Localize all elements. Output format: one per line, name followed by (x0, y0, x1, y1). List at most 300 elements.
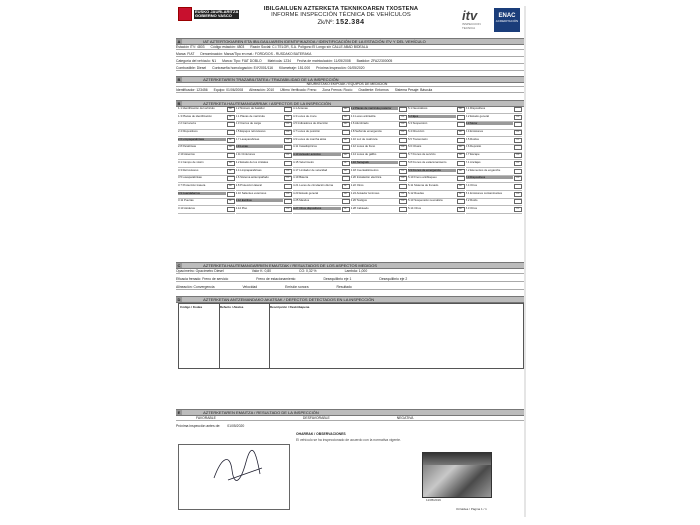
section-a-bar (176, 38, 524, 45)
equipment-field: Zona Frenos: Rocío (322, 88, 353, 92)
number-value: 152.384 (335, 19, 365, 26)
inspection-item-code: DF (457, 130, 465, 135)
inspection-item-code: DL (514, 207, 522, 212)
observations-title (296, 432, 516, 436)
inspection-item-code (227, 153, 235, 158)
inspection-item-label: 3.9 Guardabarros (178, 192, 226, 195)
inspection-item-label: 4.10 Luz de matrícula (350, 137, 378, 141)
inspection-item-code: DF (514, 192, 522, 197)
inspection-item-label: 4.11 Catadióptricos (293, 145, 317, 149)
inspection-item (466, 115, 523, 122)
obs-title: OHARRAK / OBSERVACIONES (296, 432, 346, 436)
inspection-item (466, 122, 523, 129)
inspection-item-label: 1.3 Placas de identificación (178, 114, 212, 118)
inspection-item (466, 107, 523, 114)
inspection-item (293, 153, 350, 160)
inspection-item (466, 199, 523, 206)
inspection-item-label: 4.3 Luces de cruce (293, 114, 317, 118)
inspection-item (178, 145, 235, 152)
inspection-item (178, 138, 235, 145)
inspection-item-code (399, 207, 407, 212)
section-a-letter: A (177, 39, 181, 44)
inspection-item-code: DF (399, 145, 407, 150)
inspection-item-label: 4.18 Cuentakilómetros (350, 168, 379, 172)
itv-logo (462, 9, 488, 31)
section-a-title: IAT AZTERTOKIAREN ETA IBILGAILUAREN IDENTIFIKAZIOA / IDENTIFICACIÓN DE LA ESTACIÓN ITV Y DEL VEHÍCULO (203, 39, 426, 44)
defects-col-desc-head: Descripción / Deskribapena (270, 305, 310, 309)
inspection-item (408, 161, 465, 168)
inspection-item-code: DL (284, 122, 292, 127)
inspection-item-code: DL (284, 153, 292, 158)
inspection-item-label: 4.6 Alumbrado (350, 122, 369, 126)
inspection-item-label: 4.2 Placas de matrícula posterior (351, 107, 399, 110)
section-a-field: Bastidor: ZFA22300005 (356, 59, 393, 63)
observations-text (296, 438, 516, 442)
section-b-letter: B (177, 77, 181, 82)
inspection-item (408, 184, 465, 191)
inspection-item-code (457, 115, 465, 120)
inspection-item-label: 3.5 Lavaparabrisas (178, 176, 202, 180)
inspection-item-code: DL (284, 176, 292, 181)
section-c-letter: C (177, 263, 181, 268)
inspection-item (408, 176, 465, 183)
measurement-field: Emisión sonora (285, 285, 309, 289)
inspection-item-code (284, 107, 292, 112)
inspection-item-code: DF (227, 145, 235, 150)
inspection-item-label: 2.6 Limpiaparabrisas (178, 138, 226, 141)
inspection-item-label: 6.3 Motor (466, 122, 514, 125)
inspection-item-label: 2.1 Placas de matrícula (235, 114, 265, 118)
inspection-item-label: 3.10 Salientes exteriores (235, 191, 267, 195)
enac-sub: ACREDITACIÓN (495, 19, 519, 23)
report-number (256, 19, 426, 26)
inspection-item (351, 138, 408, 145)
inspection-item (351, 207, 408, 214)
inspection-item (236, 145, 293, 152)
inspection-item-code (227, 130, 235, 135)
inspection-item (351, 192, 408, 199)
section-a-field: Matrícula: 1234 (267, 59, 291, 63)
result-desfavorable: DESFAVORABLE (302, 416, 330, 420)
inspection-item (351, 115, 408, 122)
inspection-item (178, 176, 235, 183)
measurement-field: Valor K: 0,80 (251, 269, 272, 273)
inspection-item (408, 207, 465, 214)
inspection-item (178, 169, 235, 176)
inspection-item-label: 5.2 Ejes (408, 115, 456, 118)
inspection-item-label: 4.4 Luces antiniebla (350, 114, 376, 118)
inspection-item-label: 4.25 Mandos (293, 199, 310, 203)
inspection-item (351, 107, 408, 114)
report-title (256, 6, 426, 26)
inspection-item (408, 115, 465, 122)
inspection-item-label: 4.14 Luces de gálibo (350, 153, 377, 157)
measurement-field: Eficacia frenado: Freno de servicio (176, 277, 229, 281)
inspection-item-label: 2.5 Espejos retrovisores (235, 130, 266, 134)
inspection-item (293, 161, 350, 168)
inspection-item-code: DL (399, 115, 407, 120)
section-b-sub: NEURKETAKO EKIPOAK / EQUIPOS DE MEDICIÓN (306, 82, 388, 86)
inspection-item (178, 107, 235, 114)
inspection-item-label: 3.4 Limpiaparabrisas (235, 168, 262, 172)
section-a-row (176, 52, 524, 57)
inspection-item-label: 5.8 Frenos de estacionamiento (408, 160, 447, 164)
result-negativa: NEGATIVA (396, 416, 414, 420)
inspection-item-code (284, 145, 292, 150)
inspection-item (236, 207, 293, 214)
inspection-item-label: 5.13 Suspensión neumática (408, 199, 443, 203)
inspection-item-code: DF (342, 115, 350, 120)
inspection-item (236, 169, 293, 176)
inspection-item-label: 6.7 Escape (465, 153, 480, 157)
inspection-item (293, 145, 350, 152)
inspection-item (466, 130, 523, 137)
report-date: 11/05/2019 (426, 498, 441, 502)
section-a-field: Próxima Inspección: 01/05/2020 (316, 66, 365, 70)
inspection-item-code: DF (342, 192, 350, 197)
section-e-bar (176, 409, 524, 416)
inspection-item (293, 199, 350, 206)
inspection-item (178, 161, 235, 168)
inspection-item-label: 5.7 Frenos de servicio (408, 153, 436, 157)
inspection-item-code (284, 161, 292, 166)
inspection-item-label: 1.2 Número de bastidor (235, 107, 265, 110)
inspection-item-label: 5.4 Dirección (408, 130, 425, 134)
inspection-item-code: DF (284, 138, 292, 143)
inspection-item-label: 4.27 Otros dispositivos (293, 207, 341, 210)
inspection-item (408, 122, 465, 129)
inspection-item (466, 161, 523, 168)
inspection-item (408, 130, 465, 137)
gobierno-vasco-logo (178, 7, 248, 21)
inspection-item-code: DF (399, 176, 407, 181)
inspection-item-code (514, 122, 522, 127)
inspection-item-code (399, 161, 407, 166)
inspection-item-label: 4.21 Luces de circulación diurna (293, 183, 334, 187)
inspection-item-label: 7.2 Elementos de enganche (465, 168, 501, 172)
inspection-item-label: 4.24 Avisador luminoso (350, 191, 380, 195)
inspection-item (351, 176, 408, 183)
section-e-title: AZTERKETAREN EMAITZA / RESULTADO DE LA INSPECCIÓN (203, 410, 319, 415)
inspection-item-label: 4.1 Antenas (293, 107, 308, 110)
section-bb-letter: B (177, 101, 181, 106)
measurement-field: Freno de estacionamiento (256, 277, 296, 281)
inspection-item-code: DL (227, 115, 235, 120)
inspection-item (351, 145, 408, 152)
inspection-item (178, 153, 235, 160)
equipment-field: Último Verificado: Freno (280, 88, 317, 92)
measurement-field: Velocidad (242, 285, 258, 289)
inspection-item (351, 169, 408, 176)
defects-col-desc (269, 304, 522, 368)
equipment-field: Identificador: 123456 (176, 88, 208, 92)
inspection-item-code: DF (399, 122, 407, 127)
inspection-item-code: DL (399, 130, 407, 135)
inspection-item (293, 192, 350, 199)
measurement-field: Opacímetro: Opacímetro Diesel (176, 269, 224, 273)
inspection-item-label: 3.3 Retrovisores (178, 168, 199, 172)
inspection-item-code: DF (342, 107, 350, 112)
inspection-item-code (284, 199, 292, 204)
inspection-item-code: DF (457, 184, 465, 189)
section-a-row (176, 66, 524, 71)
number-label: Zk/Nº: (317, 20, 335, 26)
inspection-item-code: DF (457, 207, 465, 212)
inspection-item-code (457, 122, 465, 127)
inspection-item-label: 4.26 Testigos (350, 199, 367, 203)
section-c-row (176, 285, 524, 290)
inspection-item-label: 7.3 Dispositivos (466, 176, 514, 179)
inspection-item (236, 192, 293, 199)
inspection-item-label: 3.6 Sistema antiempañado (235, 176, 269, 180)
defects-col-code (179, 304, 220, 368)
inspection-item-code: DL (284, 115, 292, 120)
inspection-item-code (227, 207, 235, 212)
inspection-item-label: 8.3 Otros (465, 206, 478, 210)
inspection-item-label: 4.17 Limitador de velocidad (293, 168, 328, 172)
inspection-item-label: 4.16 Tacógrafo (351, 161, 399, 164)
inspection-item (178, 184, 235, 191)
equipment-field: Sistema Pesaje: Báscula (394, 88, 433, 92)
inspection-item (466, 207, 523, 214)
inspection-item-label: 3.11 Puertas (178, 199, 194, 203)
next-inspection-value: 01/05/2020 (227, 424, 245, 428)
inspection-item-label: 5.1 Neumáticos (408, 107, 428, 110)
equipment-field: Equipo: 01/06/2008 (213, 88, 244, 92)
inspection-item-code (399, 107, 407, 112)
inspection-item (178, 207, 235, 214)
inspection-item-code: DF (457, 107, 465, 112)
section-a-field: Marca: FIAT (176, 52, 195, 56)
inspection-item-code: DF (514, 176, 522, 181)
inspection-item-label: 4.15 Velocímetro (293, 160, 314, 164)
inspection-item-label: 5.12 Ruedas (408, 191, 424, 195)
inspection-item-label: 6.4 Emisiones (465, 130, 484, 134)
inspection-item-code: DL (342, 161, 350, 166)
inspection-item (351, 153, 408, 160)
inspection-item (408, 138, 465, 145)
inspection-item (236, 138, 293, 145)
inspection-item-label: 2.3 Cierres de carga (235, 122, 261, 126)
inspection-item-code (227, 122, 235, 127)
inspection-item (408, 145, 465, 152)
equipment-field: Gradiente: Entornos (358, 88, 389, 92)
inspection-item (178, 122, 235, 129)
inspection-item-label: 6.2 Estado general (465, 114, 489, 118)
result-favorable: FAVORABLE (196, 416, 216, 420)
section-d-letter: D (177, 297, 181, 302)
inspection-item-label: 2.2 Carrocería (178, 122, 196, 126)
inspection-item (293, 122, 350, 129)
inspection-item (236, 122, 293, 129)
page-number: Orrialdea / Página 1 / 1 (456, 507, 487, 511)
inspection-item-label: 4.12 Luces de freno (350, 145, 376, 149)
inspection-item-code: DL (342, 207, 350, 212)
inspection-item (236, 153, 293, 160)
inspection-item-code (457, 199, 465, 204)
section-d-bar (176, 296, 524, 303)
inspection-item-label: 3.1 Campo de visión (178, 160, 204, 164)
inspection-item-code (227, 192, 235, 197)
inspection-item-label: 5.10 Freno antibloqueo (408, 176, 437, 180)
inspection-item (466, 145, 523, 152)
measurement-field: Resultado (336, 285, 352, 289)
inspection-item (351, 130, 408, 137)
measurement-field: Alineación: Convergencia (176, 285, 215, 289)
inspection-item (236, 176, 293, 183)
inspection-item-code: DL (514, 138, 522, 143)
inspection-item-label: 3.2 Estado de los cristales (235, 160, 269, 164)
inspection-item (178, 192, 235, 199)
section-b-subtitle (176, 82, 524, 87)
inspection-item-code (342, 176, 350, 181)
inspection-item-label: 5.6 Chasis (408, 145, 422, 149)
inspection-item (293, 169, 350, 176)
inspection-item-label: 3.14 Piso (235, 206, 248, 210)
inspection-item (236, 107, 293, 114)
inspection-item (236, 161, 293, 168)
section-a-field: Estación ITV: 4803 (176, 45, 205, 49)
handwritten-signature (210, 448, 270, 488)
inspection-item-label: 2.4 Dispositivos (178, 130, 198, 134)
inspection-item-code: DL (399, 192, 407, 197)
inspection-item-code (227, 176, 235, 181)
inspection-item-code: DF (399, 199, 407, 204)
inspection-item-code (457, 176, 465, 181)
inspection-item-code: DF (457, 169, 465, 174)
inspection-item-code (457, 138, 465, 143)
inspection-item-code: DL (514, 130, 522, 135)
inspection-item-label: 4.20 Instalación eléctrica (350, 176, 382, 180)
inspection-item-label: 2.10 Asientos (178, 153, 195, 157)
inspection-item-code: DF (342, 122, 350, 127)
enac-mark: ENAC (498, 13, 516, 19)
itv-mark: itv (462, 8, 478, 23)
inspection-item-label: 4.9 Luces de marcha atrás (293, 137, 327, 141)
inspection-item-label: 2.9 Lunas (236, 145, 284, 148)
inspection-item-code: DF (457, 153, 465, 158)
inspection-item-code: DF (514, 115, 522, 120)
inspection-item-code (514, 107, 522, 112)
equipment-field: Alineación: 2010 (249, 88, 275, 92)
section-b-title: AZTERKETAREN TRAZABILITATEA / TRAZABILIDAD DE LA INSPECCIÓN (203, 77, 339, 82)
defects-col-defect (219, 304, 270, 368)
inspection-item-label: 3.12 Estribos (236, 199, 284, 202)
section-c-row (176, 269, 524, 274)
section-a-field: Fecha de matriculación: 11/05/2008 (296, 59, 351, 63)
section-a-field: Denominación: Marca/Tipo en mat.: FORD/DOS - RUSDAKO BATERAKA (200, 52, 312, 56)
inspection-item (293, 130, 350, 137)
inspection-item-label: 5.9 Frenos de emergencia (408, 169, 456, 172)
defects-col-code-head: Código / Kodea (180, 305, 202, 309)
inspection-item-code (399, 138, 407, 143)
section-a-field: Marca: Tipo: FIAT DOBLO (222, 59, 262, 63)
section-a-field: Razón Social: C.I.TELOR, S.A. Polígono El Longo s/n CALLE ABAD BIDEALA (250, 45, 369, 49)
inspection-item (408, 107, 465, 114)
inspection-item (351, 199, 408, 206)
inspection-item-label: 8.1 Emisiones contaminantes (465, 191, 503, 195)
inspection-item-label: 7.1 Anclajes (465, 160, 481, 164)
inspection-item-label: 3.8 Protección lateral (235, 183, 262, 187)
section-d-title: AZTERKETAN ANTZEMANDAKO AKATSAK / DEFECTOS DETECTADOS EN LA INSPECCIÓN (203, 297, 375, 302)
inspection-item-code: DL (399, 169, 407, 174)
inspection-item-code: DL (457, 192, 465, 197)
inspection-report-sheet (176, 4, 524, 517)
inspection-item-code: DF (284, 130, 292, 135)
inspection-item-code (514, 184, 522, 189)
inspection-item-code (457, 161, 465, 166)
inspection-item-code (399, 184, 407, 189)
title-basque: IBILGAILUEN AZTERKETA TEKNIKOAREN TXOSTENA (263, 6, 419, 12)
section-a-row (176, 59, 524, 64)
inspection-item-label: 4.5 Indicadores de dirección (293, 122, 328, 126)
enac-logo (494, 8, 520, 32)
section-a-field: Categoría del vehículo: N1 (176, 59, 217, 63)
inspection-item-label: 7.4 Otros (465, 183, 478, 187)
inspection-item-code: DF (227, 107, 235, 112)
section-a-field: Kilometraje: 151.000 (278, 66, 311, 70)
inspection-item-code: DL (514, 161, 522, 166)
inspection-item (236, 130, 293, 137)
inspection-item-label: 4.7 Luces de posición (293, 130, 321, 134)
inspection-item (408, 199, 465, 206)
inspection-item (178, 199, 235, 206)
inspection-item (466, 153, 523, 160)
inspection-item-code: DF (342, 169, 350, 174)
section-a-field: Código estación: 4803 (210, 45, 245, 49)
inspection-item-label: 4.22 Otros (350, 183, 364, 187)
inspection-item (408, 192, 465, 199)
inspection-item-label: 4.23 Estado general (293, 191, 319, 195)
inspection-item-code: DL (227, 199, 235, 204)
inspection-item-label: 5.11 Sistema de frenado (408, 183, 439, 187)
inspection-item-code (399, 153, 407, 158)
inspection-item-code (284, 184, 292, 189)
inspection-item (293, 207, 350, 214)
measurement-field: Desequilibrio eje 2 (379, 277, 408, 281)
inspection-item-code: DF (342, 138, 350, 143)
inspection-item (351, 184, 408, 191)
section-c-bar (176, 262, 524, 269)
inspection-item-label: 2.11 Cinturones (235, 153, 256, 157)
section-c-row (176, 277, 524, 282)
title-spanish: INFORME INSPECCIÓN TÉCNICA DE VEHÍCULOS (271, 12, 411, 18)
section-c-title: AZTERKETA HAUTEMANGARRIEN EMAITZAK / RESULTADOS DE LOS ASPECTOS MEDIDOS (203, 263, 378, 268)
inspection-item-code (514, 169, 522, 174)
inspection-item-code: DF (284, 192, 292, 197)
section-b-equipment-row (176, 88, 524, 93)
defects-table (178, 303, 524, 369)
sheet-shadow (524, 6, 526, 517)
inspection-item (293, 115, 350, 122)
inspection-item (466, 176, 523, 183)
inspection-item-label: 3.13 Asideros (178, 206, 195, 210)
inspection-item-code: DL (227, 138, 235, 143)
inspection-item-code: DF (342, 153, 350, 158)
inspection-item (408, 153, 465, 160)
org-line2: GOBIERNO VASCO (194, 14, 239, 19)
inspection-item-label: 5.14 Otros (408, 206, 422, 210)
inspection-item (351, 122, 408, 129)
measurement-field: Lambda: 1,000 (344, 269, 368, 273)
inspection-item-label: 4.28 Cableado (350, 206, 369, 210)
inspection-item-label: 8.2 Ruido (465, 199, 478, 203)
inspection-item (293, 107, 350, 114)
inspection-item-code: DL (342, 184, 350, 189)
inspection-item-code (514, 145, 522, 150)
section-bb-title: AZTERKETA HAUTEMANGARRIAK / ASPECTOS DE LA INSPECCIÓN (203, 101, 332, 106)
inspection-item (293, 176, 350, 183)
